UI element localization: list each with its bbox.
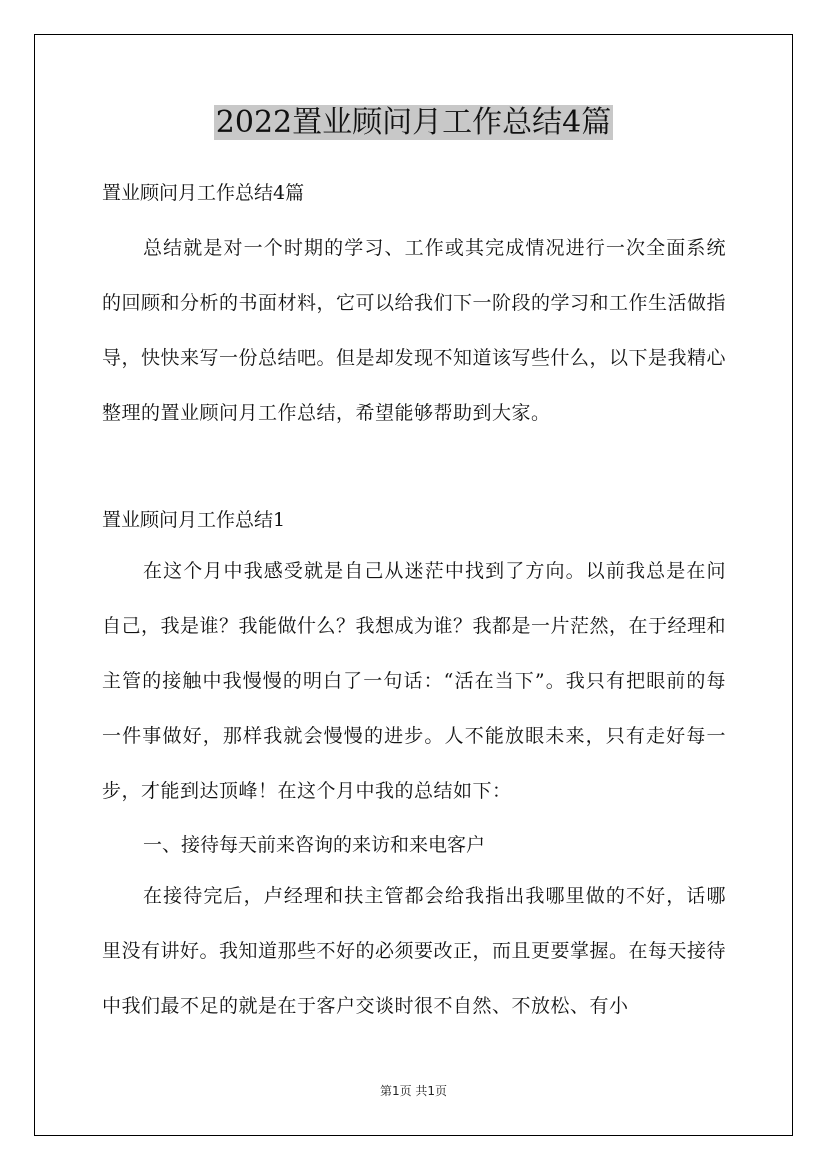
section-paragraph: 在这个月中我感受就是自己从迷茫中找到了方向。以前我总是在问自己，我是谁？我能做什么？我想成为谁？我都是一片茫然，在于经理和主管的接触中我慢慢的明白了一句话：“活在当下”。我只有把眼前的每一件事做好，那样我就会慢慢的进步。人不能放眼未来，只有走好每一步，才能到达顶峰！在这个月中我的总结如下： <box>102 560 727 802</box>
document-title-text: 2022置业顾问月工作总结4篇 <box>215 105 612 140</box>
page-footer: 第1页 共1页 <box>379 1084 448 1098</box>
section-item-heading: 一、接待每天前来咨询的来访和来电客户 <box>143 834 486 856</box>
section-paragraph-2: 在接待完后，卢经理和扶主管都会给我指出我哪里做的不好，话哪里没有讲好。我知道那些不好的必须要改正，而且更要掌握。在每天接待中我们最不足的就是在于客户交谈时很不自然、不放松、有小 <box>102 885 727 1017</box>
document-title <box>0 101 827 145</box>
section-heading: 置业顾问月工作总结1 <box>102 509 286 531</box>
intro-paragraph: 总结就是对一个时期的学习、工作或其完成情况进行一次全面系统的回顾和分析的书面材料，它可以给我们下一阶段的学习和工作生活做指导，快快来写一份总结吧。但是却发现不知道该写些什么，以下是我精心整理的置业顾问月工作总结，希望能够帮助到大家。 <box>102 237 727 424</box>
document-subtitle: 置业顾问月工作总结4篇 <box>102 182 305 204</box>
